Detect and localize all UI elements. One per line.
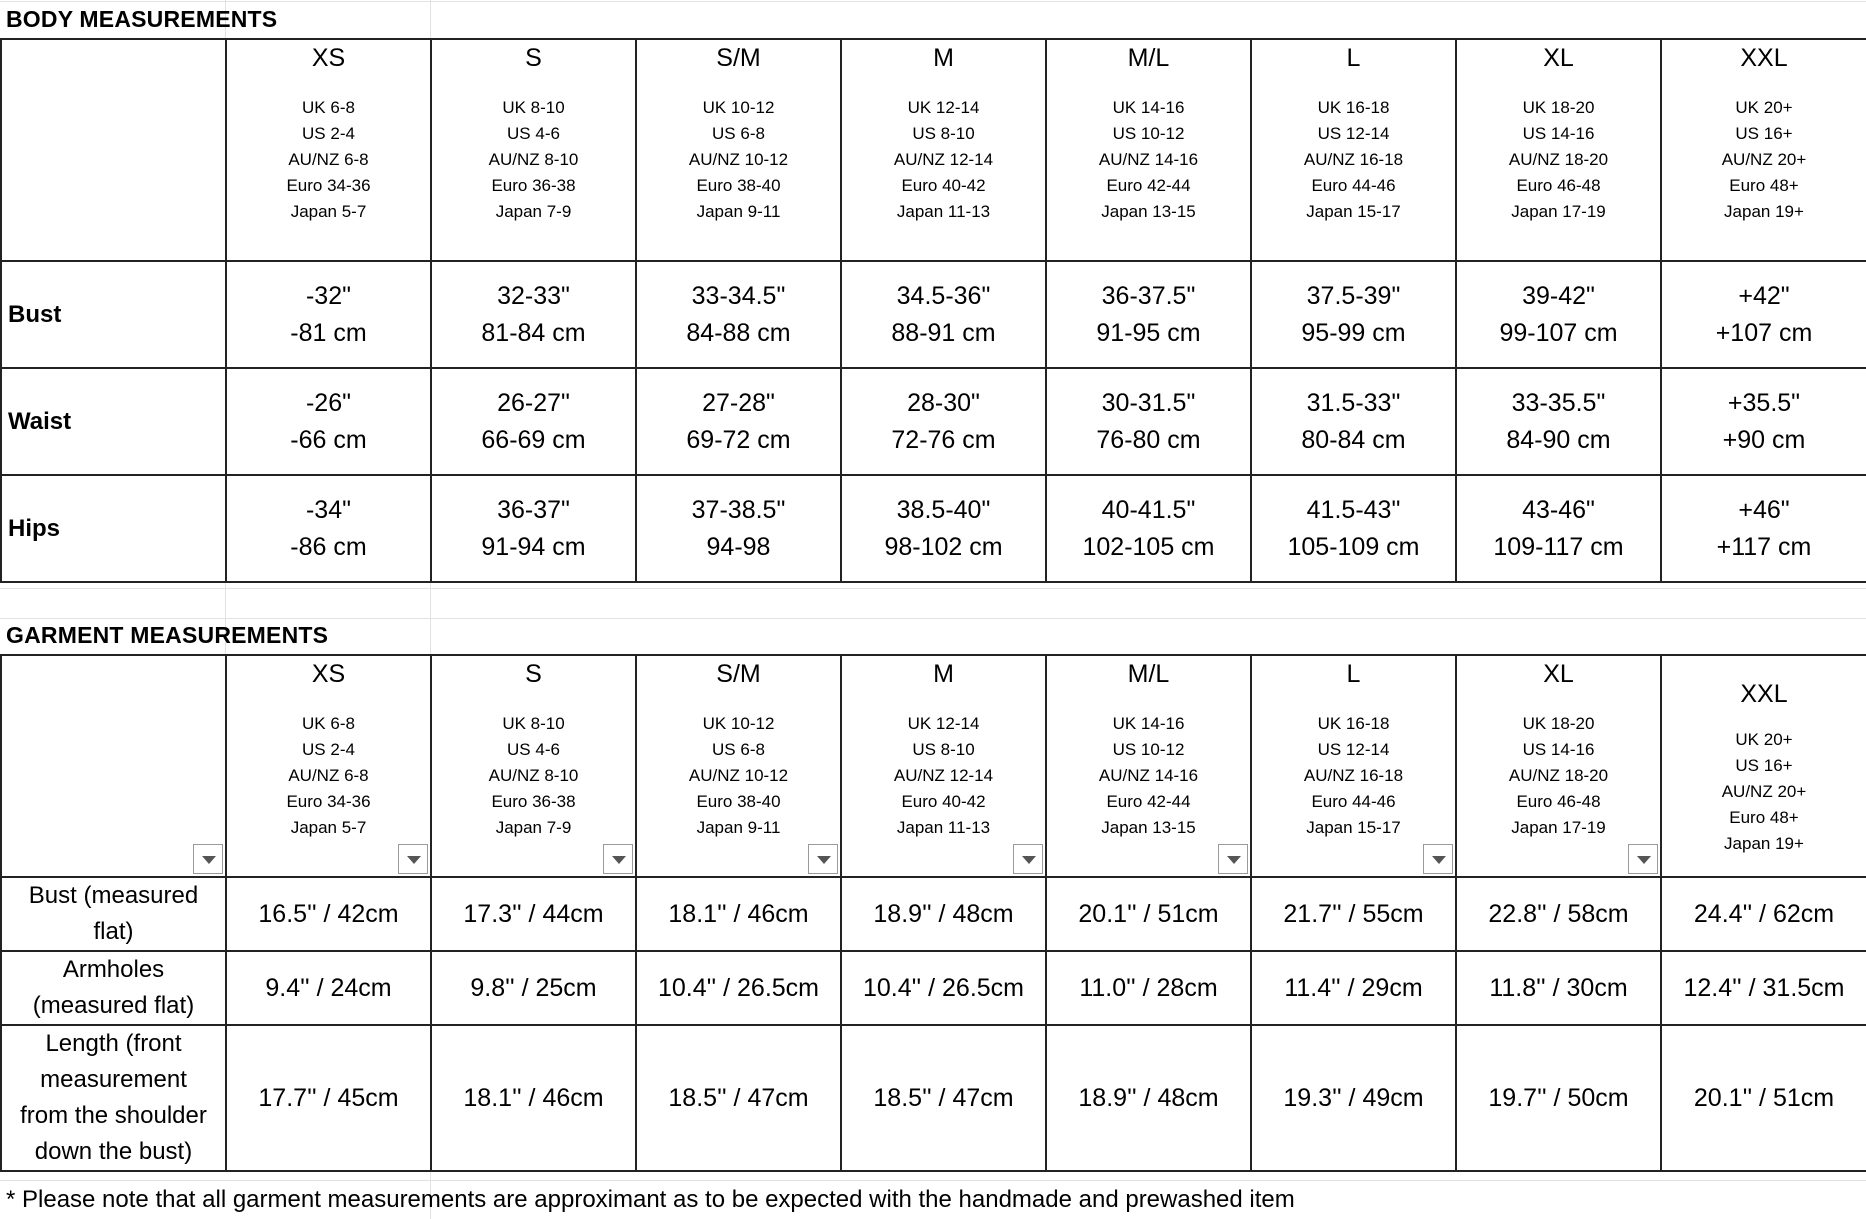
euro-size: Euro 46-48	[1516, 176, 1601, 195]
size-header	[841, 39, 1046, 261]
size-header	[1251, 655, 1456, 877]
size-conversions	[637, 711, 840, 841]
row-label-line: down the bust)	[34, 1138, 193, 1165]
size-conversions	[1662, 727, 1866, 857]
japan-size: Japan 9-11	[696, 818, 781, 837]
measurement-cell	[1251, 368, 1456, 475]
inch-value: 39-42"	[1522, 281, 1595, 310]
measurement-cell	[636, 261, 841, 368]
us-size: US 4-6	[507, 124, 560, 143]
size-code: XS	[311, 660, 346, 688]
size-conversions	[1252, 711, 1455, 841]
japan-size: Japan 7-9	[495, 202, 572, 221]
size-header	[1456, 655, 1661, 877]
measurement-cell	[841, 261, 1046, 368]
uk-size: UK 12-14	[907, 98, 980, 117]
row-label-line: flat)	[93, 918, 134, 945]
measurement-cell	[1661, 368, 1866, 475]
measurement-cell	[1456, 368, 1661, 475]
euro-size: Euro 36-38	[491, 792, 576, 811]
size-conversions	[842, 95, 1045, 225]
filter-dropdown-button[interactable]	[603, 844, 633, 874]
row-label-line: from the shoulder	[20, 1102, 207, 1129]
filter-dropdown-button[interactable]	[193, 844, 223, 874]
row-label-line: Length (front	[45, 1030, 182, 1057]
size-conversions	[1662, 95, 1866, 225]
row-label-line: Bust (measured	[28, 882, 199, 909]
garment-row-bust	[1, 877, 1866, 951]
size-conversions	[1457, 711, 1660, 841]
measurement-cell: 18.9'' / 48cm	[1046, 1025, 1251, 1171]
gridline	[0, 588, 1866, 589]
size-header	[1456, 39, 1661, 261]
inch-value: 37.5-39"	[1306, 281, 1401, 310]
measurement-cell: 18.5'' / 47cm	[841, 1025, 1046, 1171]
cm-value: +107 cm	[1715, 318, 1813, 347]
cm-value: 98-102 cm	[884, 532, 1003, 561]
us-size: US 2-4	[302, 740, 355, 759]
measurement-cell: 18.9'' / 48cm	[841, 877, 1046, 951]
size-header	[1661, 39, 1866, 261]
size-code: M/L	[1127, 44, 1170, 72]
cm-value: 76-80 cm	[1096, 425, 1201, 454]
size-header	[636, 39, 841, 261]
size-header	[226, 655, 431, 877]
japan-size: Japan 5-7	[290, 202, 367, 221]
body-measurements-table	[0, 38, 1866, 583]
row-label	[1, 951, 226, 1025]
inch-value: 43-46"	[1522, 495, 1595, 524]
measurement-cell: 21.7'' / 55cm	[1251, 877, 1456, 951]
size-code: M	[933, 44, 954, 72]
measurement-cell: 9.8'' / 25cm	[431, 951, 636, 1025]
inch-value: 36-37"	[497, 495, 570, 524]
japan-size: Japan 17-19	[1511, 202, 1606, 221]
measurement-cell	[1251, 261, 1456, 368]
inch-value: +42"	[1738, 281, 1790, 310]
gridline	[430, 582, 431, 654]
filter-dropdown-button[interactable]	[1423, 844, 1453, 874]
au-size: AU/NZ 6-8	[288, 150, 369, 169]
measurement-cell	[431, 368, 636, 475]
inch-value: +35.5"	[1727, 388, 1801, 417]
us-size: US 10-12	[1112, 124, 1185, 143]
measurement-cell: 16.5'' / 42cm	[226, 877, 431, 951]
size-code: S	[525, 44, 542, 72]
garment-row-length	[1, 1025, 1866, 1171]
filter-dropdown-button[interactable]	[808, 844, 838, 874]
us-size: US 14-16	[1522, 740, 1595, 759]
us-size: US 10-12	[1112, 740, 1185, 759]
uk-size: UK 10-12	[702, 714, 775, 733]
euro-size: Euro 42-44	[1106, 792, 1191, 811]
corner-cell	[1, 39, 226, 261]
us-size: US 6-8	[712, 124, 765, 143]
cm-value: 84-88 cm	[686, 318, 791, 347]
body-row-waist	[1, 368, 1866, 475]
cm-value: 69-72 cm	[686, 425, 791, 454]
size-code: S/M	[716, 44, 761, 72]
japan-size: Japan 15-17	[1306, 202, 1401, 221]
cm-value: +117 cm	[1716, 532, 1812, 561]
cm-value: 88-91 cm	[891, 318, 996, 347]
uk-size: UK 12-14	[907, 714, 980, 733]
size-code: M/L	[1127, 660, 1170, 688]
garment-size-header-row	[1, 655, 1866, 877]
inch-value: 38.5-40"	[896, 495, 991, 524]
euro-size: Euro 48+	[1729, 176, 1799, 195]
au-size: AU/NZ 20+	[1721, 781, 1807, 801]
row-label-line: measurement	[40, 1066, 187, 1093]
measurement-cell	[1456, 261, 1661, 368]
euro-size: Euro 34-36	[286, 176, 371, 195]
euro-size: Euro 48+	[1729, 807, 1799, 827]
euro-size: Euro 38-40	[696, 176, 781, 195]
size-conversions	[1252, 95, 1455, 225]
us-size: US 16+	[1735, 755, 1793, 775]
measurement-cell	[1661, 261, 1866, 368]
measurement-cell	[1046, 261, 1251, 368]
size-conversions	[432, 95, 635, 225]
cm-value: 99-107 cm	[1499, 318, 1618, 347]
uk-size: UK 14-16	[1112, 98, 1185, 117]
size-code: XL	[1543, 44, 1574, 72]
inch-value: 37-38.5"	[691, 495, 786, 524]
japan-size: Japan 19+	[1724, 202, 1804, 221]
size-code: L	[1346, 660, 1361, 688]
measurement-cell	[636, 475, 841, 582]
au-size: AU/NZ 14-16	[1098, 150, 1199, 169]
size-code: S/M	[716, 660, 761, 688]
cm-value: 72-76 cm	[891, 425, 996, 454]
measurement-cell: 17.7'' / 45cm	[226, 1025, 431, 1171]
japan-size: Japan 7-9	[495, 818, 572, 837]
measurement-cell	[431, 475, 636, 582]
gridline	[430, 0, 431, 38]
measurement-cell	[1046, 368, 1251, 475]
au-size: AU/NZ 20+	[1721, 150, 1807, 169]
uk-size: UK 16-18	[1317, 98, 1390, 117]
footnote: * Please note that all garment measurements are approximant as to be expected with the handmade and prewashed item	[6, 1186, 1295, 1213]
japan-size: Japan 11-13	[896, 202, 991, 221]
us-size: US 6-8	[712, 740, 765, 759]
size-conversions	[432, 711, 635, 841]
size-header	[1661, 655, 1866, 877]
au-size: AU/NZ 10-12	[688, 150, 789, 169]
japan-size: Japan 13-15	[1101, 202, 1196, 221]
us-size: US 8-10	[912, 740, 975, 759]
size-header	[841, 655, 1046, 877]
inch-value: -26"	[305, 388, 351, 417]
size-conversions	[1457, 95, 1660, 225]
japan-size: Japan 11-13	[896, 818, 991, 837]
cm-value: 91-94 cm	[481, 532, 586, 561]
measurement-cell: 20.1'' / 51cm	[1661, 1025, 1866, 1171]
inch-value: 27-28"	[702, 388, 775, 417]
cm-value: 80-84 cm	[1301, 425, 1406, 454]
size-conversions	[1047, 95, 1250, 225]
filter-dropdown-button[interactable]	[1218, 844, 1248, 874]
garment-measurements-title: GARMENT MEASUREMENTS	[6, 622, 329, 648]
cm-value: +90 cm	[1722, 425, 1806, 454]
uk-size: UK 8-10	[502, 98, 565, 117]
measurement-cell	[226, 475, 431, 582]
row-label-line: Armholes	[62, 956, 165, 983]
measurement-cell	[1046, 475, 1251, 582]
cm-value: 102-105 cm	[1082, 532, 1215, 561]
measurement-cell: 17.3'' / 44cm	[431, 877, 636, 951]
inch-value: -34"	[305, 495, 351, 524]
measurement-cell	[1456, 475, 1661, 582]
inch-value: 31.5-33"	[1306, 388, 1401, 417]
size-header	[431, 655, 636, 877]
size-code: XXL	[1740, 679, 1788, 708]
measurement-cell: 18.1'' / 46cm	[431, 1025, 636, 1171]
measurement-cell: 11.0'' / 28cm	[1046, 951, 1251, 1025]
measurement-cell: 19.7'' / 50cm	[1456, 1025, 1661, 1171]
row-label: Hips	[1, 475, 226, 582]
filter-dropdown-button[interactable]	[398, 844, 428, 874]
size-header	[1251, 39, 1456, 261]
measurement-cell	[1251, 475, 1456, 582]
size-code: S	[525, 660, 542, 688]
us-size: US 12-14	[1317, 740, 1390, 759]
body-measurements-title: BODY MEASUREMENTS	[6, 6, 278, 32]
measurement-cell	[226, 261, 431, 368]
cm-value: 84-90 cm	[1506, 425, 1611, 454]
garment-row-armholes	[1, 951, 1866, 1025]
uk-size: UK 6-8	[302, 98, 355, 117]
size-code: XL	[1543, 660, 1574, 688]
filter-dropdown-button[interactable]	[1013, 844, 1043, 874]
us-size: US 2-4	[302, 124, 355, 143]
inch-value: 36-37.5"	[1101, 281, 1196, 310]
au-size: AU/NZ 12-14	[893, 766, 994, 785]
japan-size: Japan 19+	[1724, 833, 1804, 853]
euro-size: Euro 42-44	[1106, 176, 1191, 195]
inch-value: +46"	[1738, 495, 1790, 524]
filter-dropdown-button[interactable]	[1628, 844, 1658, 874]
cm-value: -86 cm	[290, 532, 367, 561]
size-header	[1046, 39, 1251, 261]
euro-size: Euro 44-46	[1311, 792, 1396, 811]
inch-value: 33-35.5"	[1511, 388, 1606, 417]
cm-value: 109-117 cm	[1493, 532, 1624, 561]
uk-size: UK 14-16	[1112, 714, 1185, 733]
measurement-cell: 9.4'' / 24cm	[226, 951, 431, 1025]
row-label: Bust	[1, 261, 226, 368]
size-conversions	[1047, 711, 1250, 841]
euro-size: Euro 34-36	[286, 792, 371, 811]
au-size: AU/NZ 12-14	[893, 150, 994, 169]
measurement-cell: 10.4'' / 26.5cm	[841, 951, 1046, 1025]
size-code: XS	[311, 44, 346, 72]
us-size: US 12-14	[1317, 124, 1390, 143]
measurement-cell	[226, 368, 431, 475]
uk-size: UK 18-20	[1522, 714, 1595, 733]
measurement-cell: 11.8'' / 30cm	[1456, 951, 1661, 1025]
measurement-cell	[841, 368, 1046, 475]
inch-value: 26-27"	[497, 388, 570, 417]
gridline	[0, 1180, 1866, 1181]
au-size: AU/NZ 18-20	[1508, 150, 1609, 169]
inch-value: 33-34.5"	[691, 281, 786, 310]
measurement-cell: 12.4'' / 31.5cm	[1661, 951, 1866, 1025]
measurement-cell	[1661, 475, 1866, 582]
us-size: US 4-6	[507, 740, 560, 759]
inch-value: 34.5-36"	[896, 281, 991, 310]
garment-measurements-table	[0, 654, 1866, 1172]
au-size: AU/NZ 16-18	[1303, 150, 1404, 169]
size-conversions	[842, 711, 1045, 841]
au-size: AU/NZ 16-18	[1303, 766, 1404, 785]
measurement-cell: 18.5'' / 47cm	[636, 1025, 841, 1171]
japan-size: Japan 15-17	[1306, 818, 1401, 837]
size-header	[636, 655, 841, 877]
measurement-cell	[636, 368, 841, 475]
euro-size: Euro 36-38	[491, 176, 576, 195]
body-size-header-row	[1, 39, 1866, 261]
measurement-cell: 24.4'' / 62cm	[1661, 877, 1866, 951]
measurement-cell	[431, 261, 636, 368]
inch-value: -32"	[305, 281, 351, 310]
gridline	[0, 618, 1866, 619]
measurement-cell: 10.4'' / 26.5cm	[636, 951, 841, 1025]
size-header	[1046, 655, 1251, 877]
size-code: M	[933, 660, 954, 688]
measurement-cell: 11.4'' / 29cm	[1251, 951, 1456, 1025]
euro-size: Euro 40-42	[901, 792, 986, 811]
row-label	[1, 877, 226, 951]
us-size: US 14-16	[1522, 124, 1595, 143]
japan-size: Japan 9-11	[696, 202, 781, 221]
us-size: US 16+	[1735, 124, 1793, 143]
cm-value: 81-84 cm	[481, 318, 586, 347]
au-size: AU/NZ 8-10	[488, 150, 579, 169]
cm-value: 105-109 cm	[1287, 532, 1420, 561]
au-size: AU/NZ 18-20	[1508, 766, 1609, 785]
row-label-line: (measured flat)	[32, 992, 195, 1019]
size-conversions	[227, 711, 430, 841]
au-size: AU/NZ 14-16	[1098, 766, 1199, 785]
uk-size: UK 20+	[1735, 98, 1793, 117]
us-size: US 8-10	[912, 124, 975, 143]
measurement-cell: 19.3'' / 49cm	[1251, 1025, 1456, 1171]
uk-size: UK 18-20	[1522, 98, 1595, 117]
row-label	[1, 1025, 226, 1171]
au-size: AU/NZ 6-8	[288, 766, 369, 785]
cm-value: -66 cm	[290, 425, 367, 454]
japan-size: Japan 13-15	[1101, 818, 1196, 837]
uk-size: UK 6-8	[302, 714, 355, 733]
uk-size: UK 16-18	[1317, 714, 1390, 733]
measurement-cell	[841, 475, 1046, 582]
size-conversions	[227, 95, 430, 225]
au-size: AU/NZ 8-10	[488, 766, 579, 785]
euro-size: Euro 44-46	[1311, 176, 1396, 195]
row-label: Waist	[1, 368, 226, 475]
inch-value: 41.5-43"	[1306, 495, 1401, 524]
cm-value: -81 cm	[290, 318, 367, 347]
size-code: XXL	[1740, 44, 1788, 72]
uk-size: UK 8-10	[502, 714, 565, 733]
measurement-cell: 20.1'' / 51cm	[1046, 877, 1251, 951]
cm-value: 95-99 cm	[1301, 318, 1406, 347]
inch-value: 30-31.5"	[1101, 388, 1196, 417]
euro-size: Euro 38-40	[696, 792, 781, 811]
inch-value: 32-33"	[497, 281, 570, 310]
measurement-cell: 18.1'' / 46cm	[636, 877, 841, 951]
inch-value: 40-41.5"	[1101, 495, 1196, 524]
inch-value: 28-30"	[907, 388, 980, 417]
euro-size: Euro 46-48	[1516, 792, 1601, 811]
japan-size: Japan 17-19	[1511, 818, 1606, 837]
body-row-hips	[1, 475, 1866, 582]
size-header	[431, 39, 636, 261]
size-conversions	[637, 95, 840, 225]
euro-size: Euro 40-42	[901, 176, 986, 195]
cm-value: 94-98	[706, 532, 771, 561]
uk-size: UK 10-12	[702, 98, 775, 117]
gridline	[0, 1, 1866, 2]
cm-value: 91-95 cm	[1096, 318, 1201, 347]
size-header	[226, 39, 431, 261]
measurement-cell: 22.8'' / 58cm	[1456, 877, 1661, 951]
uk-size: UK 20+	[1735, 729, 1793, 749]
corner-cell	[1, 655, 226, 877]
size-code: L	[1346, 44, 1361, 72]
cm-value: 66-69 cm	[481, 425, 586, 454]
au-size: AU/NZ 10-12	[688, 766, 789, 785]
japan-size: Japan 5-7	[290, 818, 367, 837]
body-row-bust	[1, 261, 1866, 368]
